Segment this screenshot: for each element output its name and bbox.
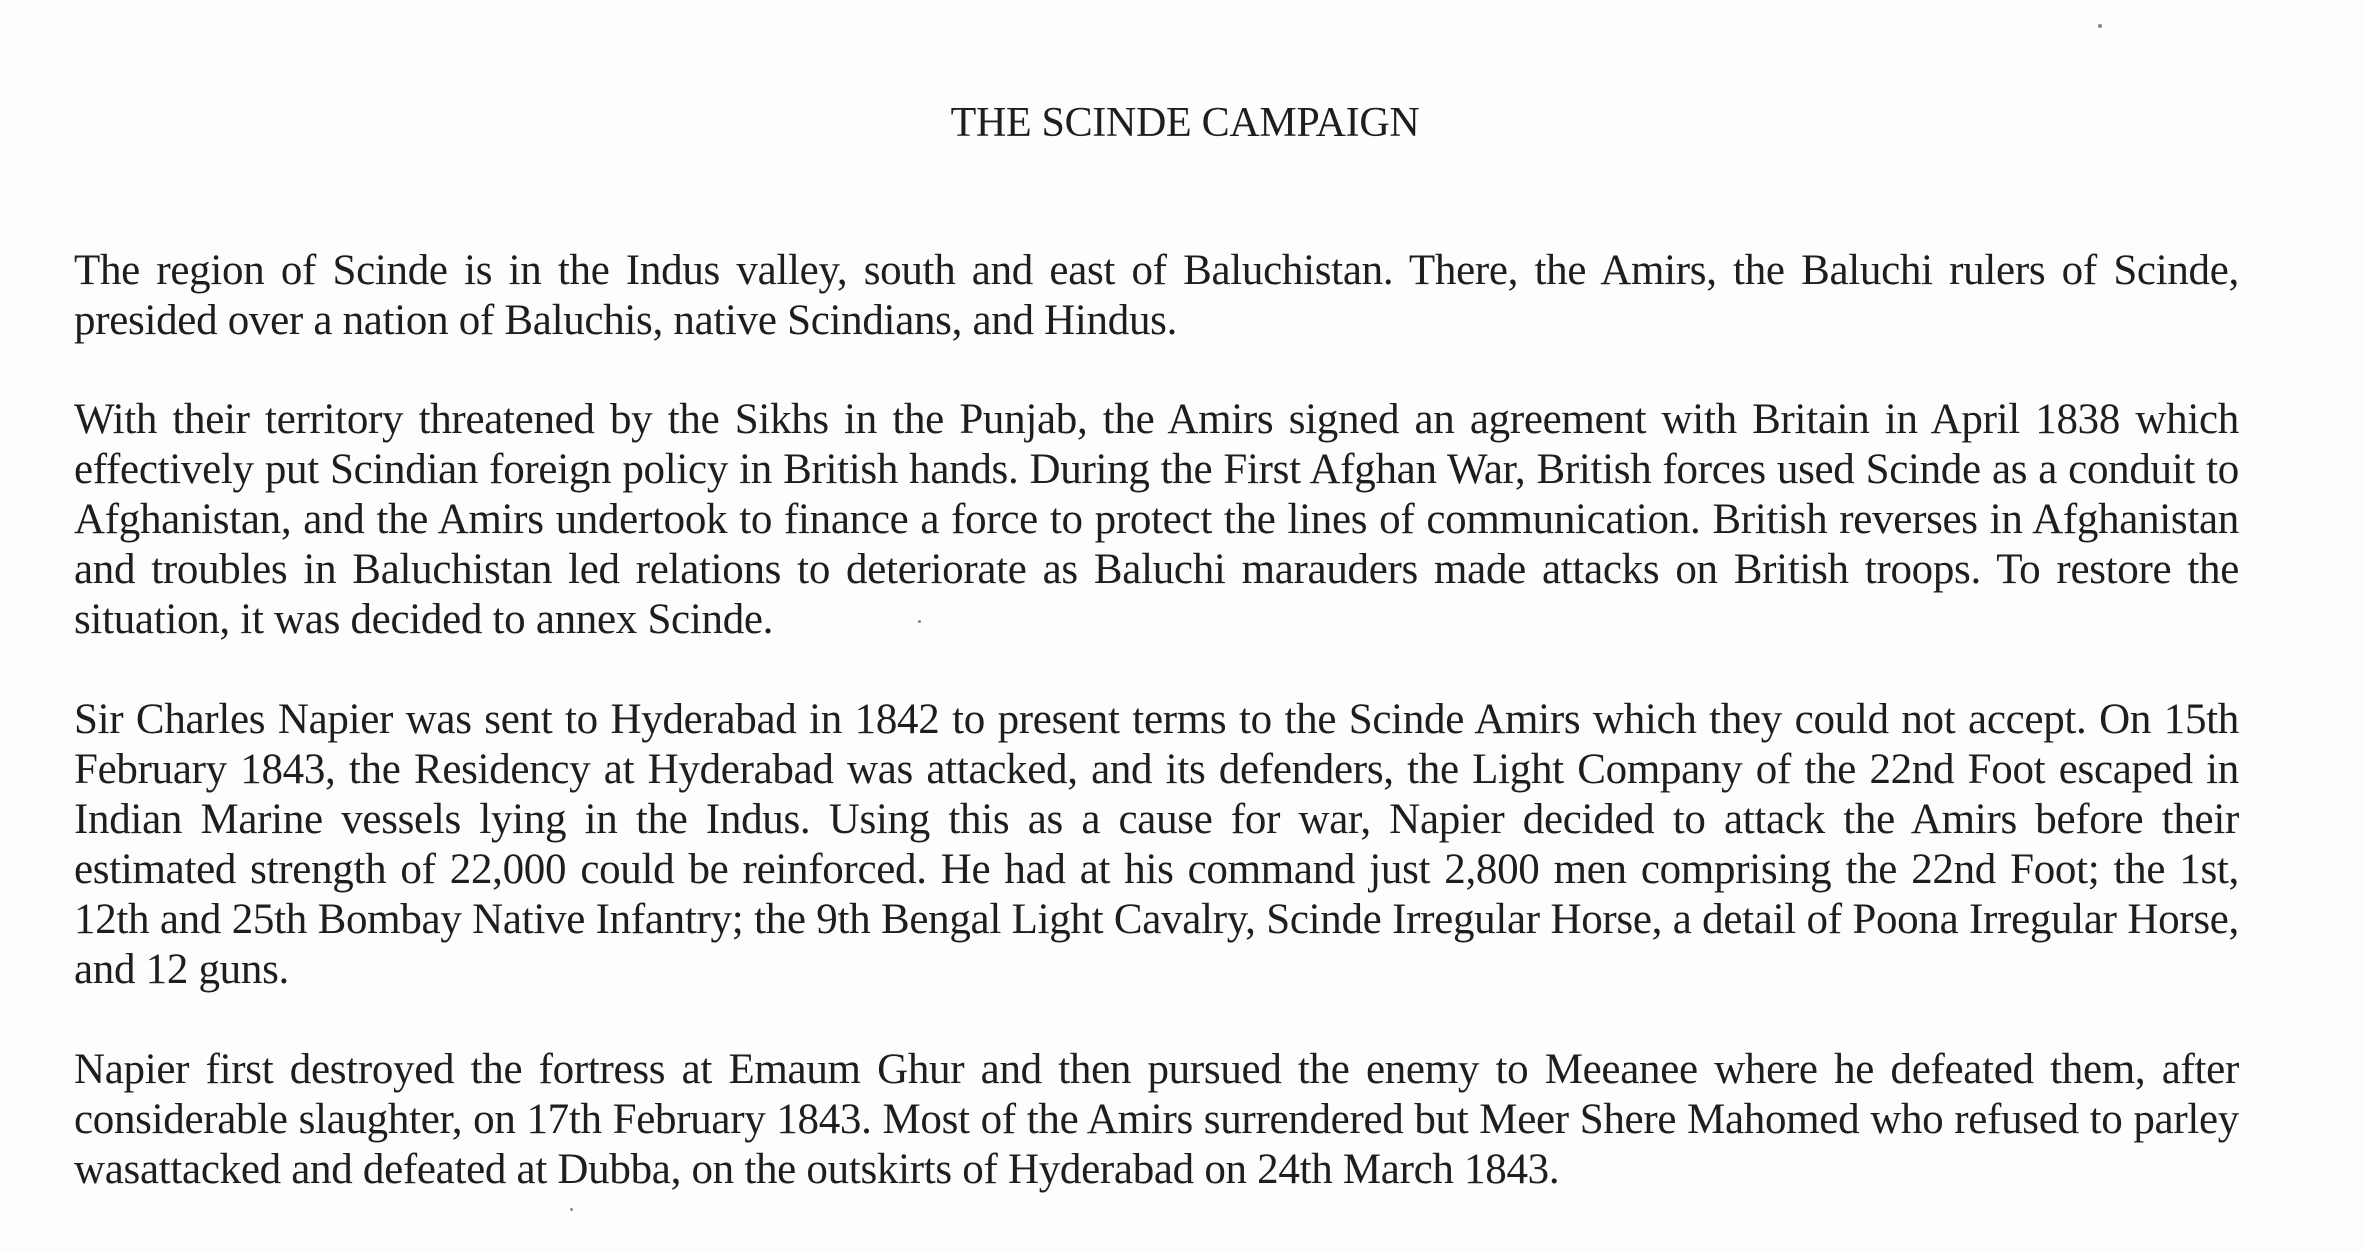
paragraph-agreement-with-britain: With their territory threatened by the Sikhs in the Punjab, the Amirs signed an agreement with Britain in April 1838 which effectively put Scindian foreign policy in British hands. During the First Afghan War, British forces used Scinde as a conduit to Afghanistan, and the Amirs undertook to finance a force to protect the lines of communication. British reverses in Afghanistan and troubles in Baluchistan led relations to deteriorate as Baluchi marauders made attacks on British troops. To restore the situation, it was decided to annex Scinde. bbox=[74, 396, 2239, 643]
scan-speck bbox=[2098, 24, 2102, 28]
document-title: THE SCINDE CAMPAIGN bbox=[950, 100, 1420, 146]
paragraph-napier-campaign: Sir Charles Napier was sent to Hyderabad in 1842 to present terms to the Scinde Amirs which they could not accept. On 15th February 1843, the Residency at Hyderabad was attacked, and its defenders, the Light Company of the 22nd Foot escaped in Indian Marine vessels lying in the Indus. Using this as a cause for war, Napier decided to attack the Amirs before their estimated strength of 22,000 could be reinforced. He had at his command just 2,800 men comprising the 22nd Foot; the 1st, 12th and 25th Bombay Native Infantry; the 9th Bengal Light Cavalry, Scinde Irregular Horse, a detail of Poona Irregular Horse, and 12 guns. bbox=[74, 696, 2239, 993]
scan-speck bbox=[570, 1208, 573, 1211]
paragraph-meeanee-dubba: Napier first destroyed the fortress at Emaum Ghur and then pursued the enemy to Meeanee where he defeated them, after considerable slaughter, on 17th February 1843. Most of the Amirs surrendered but Meer Shere Mahomed who refused to parley wasattacked and defeated at Dubba, on the outskirts of Hyderabad on 24th March 1843. bbox=[74, 1046, 2239, 1193]
paragraph-region-intro: The region of Scinde is in the Indus valley, south and east of Baluchistan. There, the Amirs, the Baluchi rulers of Scinde, presided over a nation of Baluchis, native Scindians, and Hindus. bbox=[74, 247, 2239, 344]
scan-speck bbox=[918, 620, 921, 623]
